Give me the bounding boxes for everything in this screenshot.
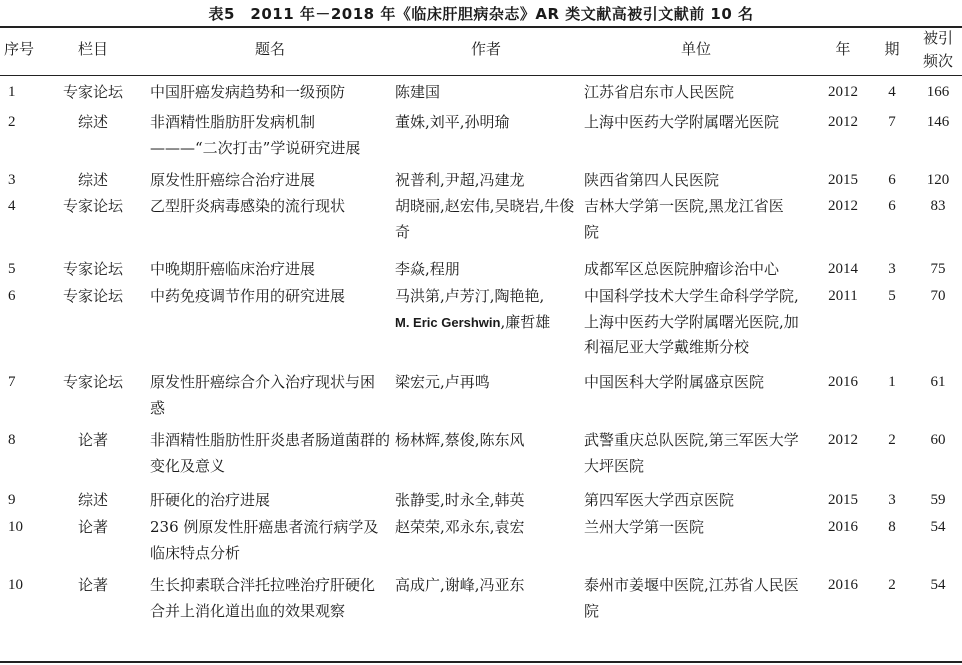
cell-column: 专家论坛	[62, 287, 123, 305]
cell-title: 中晚期肝癌临床治疗进展	[150, 260, 316, 278]
cell-column: 综述	[77, 171, 108, 189]
cell-author: 梁宏元,卢再鸣	[395, 373, 490, 391]
cell-issue: 1	[888, 374, 896, 390]
cell-column: 论著	[77, 576, 108, 594]
cell-unit: 泰州市姜堰中医院,江苏省人民医院	[584, 576, 799, 620]
cell-column: 专家论坛	[62, 197, 123, 215]
cell-cites: 60	[930, 432, 946, 448]
cell-unit: 中国科学技术大学生命科学学院,上海中医药大学附属曙光医院,加利福尼亚大学戴维斯分校	[584, 287, 799, 356]
cell-unit: 陕西省第四人民医院	[584, 171, 720, 189]
cell-author: 祝普利,尹超,冯建龙	[395, 171, 525, 189]
cell-cites: 83	[930, 198, 946, 214]
cell-no: 5	[8, 261, 16, 277]
header-cites-line2: 频次	[922, 52, 953, 70]
header-column: 栏目	[77, 40, 108, 58]
cell-author: 赵荣荣,邓永东,袁宏	[395, 518, 525, 536]
author-tail: ,廉哲雄	[500, 312, 551, 331]
cell-year: 2014	[828, 261, 858, 277]
cell-cites: 61	[930, 374, 946, 390]
cell-unit: 武警重庆总队医院,第三军医大学大坪医院	[584, 431, 799, 475]
header-rule	[0, 75, 962, 76]
cell-issue: 2	[888, 432, 896, 448]
cell-cites: 120	[926, 172, 950, 188]
cell-issue: 6	[888, 198, 896, 214]
cell-author: 杨林辉,蔡俊,陈东风	[395, 431, 525, 449]
cell-column: 论著	[77, 518, 108, 536]
cell-author: 陈建国	[395, 83, 441, 101]
cell-cites: 70	[930, 288, 946, 304]
cell-year: 2015	[828, 492, 858, 508]
cell-issue: 5	[888, 288, 896, 304]
cell-no: 10	[8, 519, 23, 535]
cell-title: 原发性肝癌综合介入治疗现状与困惑	[150, 373, 376, 417]
cell-unit: 兰州大学第一医院	[584, 518, 705, 536]
top-rule	[0, 26, 962, 28]
header-title: 题名	[254, 40, 285, 58]
cell-column: 论著	[77, 431, 108, 449]
cell-issue: 7	[888, 114, 896, 130]
cell-year: 2016	[828, 374, 858, 390]
cell-no: 2	[8, 114, 16, 130]
cell-author: 张静雯,时永全,韩英	[395, 491, 525, 509]
cell-issue: 3	[888, 492, 896, 508]
cell-column: 综述	[77, 113, 108, 131]
cell-author	[395, 284, 580, 335]
cell-title: 非酒精性脂肪性肝炎患者肠道菌群的变化及意义	[150, 431, 391, 475]
cell-year: 2012	[828, 432, 858, 448]
cell-unit: 成都军区总医院肿瘤诊治中心	[584, 260, 780, 278]
cell-no: 7	[8, 374, 16, 390]
cell-unit: 第四军医大学西京医院	[584, 491, 735, 509]
cell-column: 综述	[77, 491, 108, 509]
cell-cites: 75	[930, 261, 946, 277]
cell-issue: 4	[888, 84, 896, 100]
cell-no: 3	[8, 172, 16, 188]
cell-no: 9	[8, 492, 16, 508]
cell-year: 2016	[828, 519, 858, 535]
cell-year: 2012	[828, 198, 858, 214]
cell-year: 2011	[828, 288, 858, 304]
table-caption: 表5 2011 年－2018 年《临床肝胆病杂志》AR 类文献高被引文献前 10 名	[208, 5, 754, 23]
cell-title: 原发性肝癌综合治疗进展	[150, 171, 316, 189]
author-line: 马洪第,卢芳汀,陶艳艳,	[395, 287, 545, 305]
cell-cites: 54	[930, 519, 946, 535]
cell-no: 6	[8, 288, 16, 304]
header-issue: 期	[884, 40, 900, 58]
cell-issue: 2	[888, 577, 896, 593]
cell-cites: 166	[926, 84, 950, 100]
header-no: 序号	[4, 40, 35, 58]
cell-column: 专家论坛	[62, 373, 123, 391]
cell-author: 董姝,刘平,孙明瑜	[395, 113, 510, 131]
cell-year: 2016	[828, 577, 858, 593]
cell-year: 2012	[828, 84, 858, 100]
cell-year: 2015	[828, 172, 858, 188]
cell-unit: 江苏省启东市人民医院	[584, 83, 735, 101]
header-year: 年	[835, 40, 851, 58]
cell-issue: 8	[888, 519, 896, 535]
cell-author: 李焱,程朋	[395, 260, 460, 278]
cell-column: 专家论坛	[62, 260, 123, 278]
author-latin-name: M. Eric Gershwin	[395, 314, 501, 330]
cell-no: 4	[8, 198, 16, 214]
cell-author: 胡晓丽,赵宏伟,吴晓岩,牛俊奇	[395, 197, 575, 241]
header-cites-line1: 被引	[922, 29, 953, 47]
cell-no: 1	[8, 84, 16, 100]
cell-cites: 146	[926, 114, 950, 130]
cell-title: 生长抑素联合泮托拉唑治疗肝硬化合并上消化道出血的效果观察	[150, 576, 376, 620]
cell-title: 236 例原发性肝癌患者流行病学及临床特点分析	[150, 518, 379, 562]
cell-issue: 3	[888, 261, 896, 277]
cell-cites: 59	[930, 492, 946, 508]
cell-title: 乙型肝炎病毒感染的流行现状	[150, 197, 346, 215]
author-line	[395, 310, 580, 336]
cell-title: 中药免疫调节作用的研究进展	[150, 287, 346, 305]
header-author: 作者	[470, 40, 501, 58]
cell-cites: 54	[930, 577, 946, 593]
cell-title: 肝硬化的治疗进展	[150, 491, 271, 509]
cell-title: 中国肝癌发病趋势和一级预防	[150, 83, 346, 101]
cell-column: 专家论坛	[62, 83, 123, 101]
cell-title: 非酒精性脂肪肝发病机制———“二次打击”学说研究进展	[150, 113, 361, 157]
cell-unit: 上海中医药大学附属曙光医院	[584, 113, 780, 131]
header-unit: 单位	[680, 40, 711, 58]
bottom-rule	[0, 661, 962, 663]
cell-issue: 6	[888, 172, 896, 188]
cell-year: 2012	[828, 114, 858, 130]
cell-unit: 中国医科大学附属盛京医院	[584, 373, 765, 391]
cell-no: 8	[8, 432, 16, 448]
cell-unit: 吉林大学第一医院,黑龙江省医院	[584, 197, 784, 241]
cell-no: 10	[8, 577, 23, 593]
cell-author: 高成广,谢峰,冯亚东	[395, 576, 525, 594]
